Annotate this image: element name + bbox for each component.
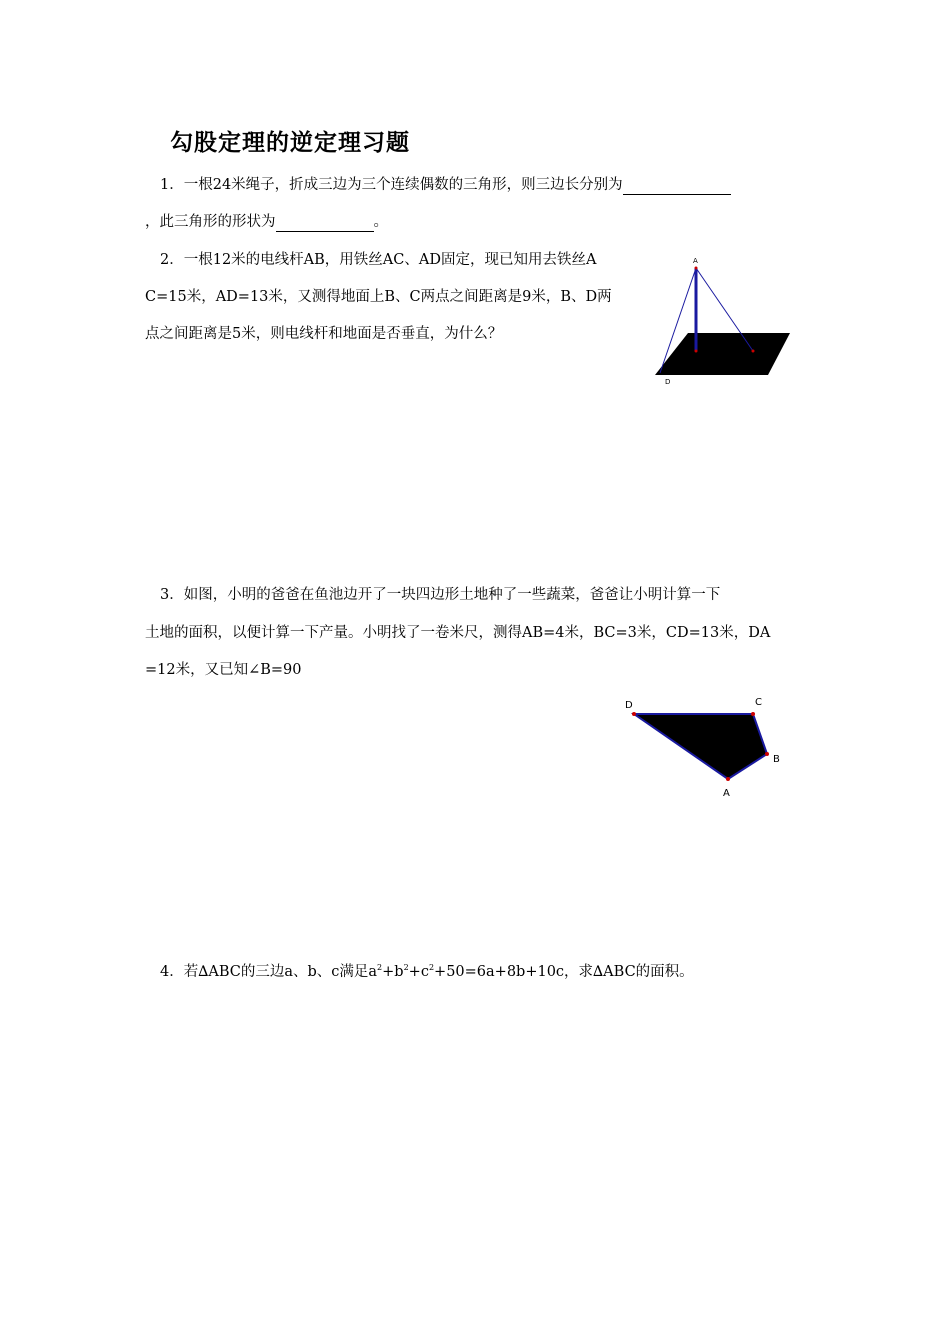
q1-answer-blank-shape[interactable] bbox=[276, 215, 374, 232]
q4-line-1 bbox=[160, 958, 694, 982]
exponent-a: 2 bbox=[377, 963, 383, 972]
q1-answer-blank-sides[interactable] bbox=[623, 178, 731, 195]
point-a bbox=[726, 777, 730, 781]
q1-text-2: ，此三角形的形状为 bbox=[145, 214, 276, 230]
point-d bbox=[632, 712, 636, 716]
label-a: A bbox=[693, 257, 698, 265]
exponent-b: 2 bbox=[403, 963, 409, 972]
point-c bbox=[752, 350, 755, 353]
q1-text-1: 1．一根24米绳子，折成三边为三个连续偶数的三角形，则三边长分别为 bbox=[160, 177, 623, 193]
q3-line-2: 土地的面积，以便计算一下产量。小明找了一卷米尺，测得AB=4米，BC=3米，CD=13米，DA bbox=[145, 625, 771, 641]
q1-line-1 bbox=[160, 175, 731, 195]
point-b bbox=[765, 752, 769, 756]
q2-line-3: 点之间距离是5米，则电线杆和地面是否垂直，为什么？ bbox=[145, 326, 503, 342]
point-b bbox=[695, 350, 698, 353]
q3-figure-quadrilateral bbox=[615, 690, 795, 805]
triangle-symbol-1: ∆ bbox=[198, 964, 209, 980]
q1-text-3: 。 bbox=[373, 214, 388, 230]
ground-plane bbox=[655, 333, 790, 375]
q2-line-2: C=15米，AD=13米，又测得地面上B、C两点之间距离是9米，B、D两 bbox=[145, 289, 612, 305]
point-c bbox=[751, 712, 755, 716]
page-title: 勾股定理的逆定理习题 bbox=[170, 130, 410, 156]
label-d: D bbox=[665, 378, 671, 386]
exponent-c: 2 bbox=[428, 963, 435, 972]
q4-t1: 4．若 bbox=[160, 964, 199, 980]
q2-figure-pole bbox=[650, 250, 800, 390]
label-c: C bbox=[755, 697, 762, 708]
q4-t4: +c bbox=[408, 964, 429, 980]
label-b: B bbox=[773, 754, 780, 765]
q4-t2: ABC的三边a、b、c满足a bbox=[208, 964, 378, 980]
q4-t5: +50=6a+8b+10c，求 bbox=[434, 964, 594, 980]
q3-line-1: 3．如图，小明的爸爸在鱼池边开了一块四边形土地种了一些蔬菜，爸爸让小明计算一下 bbox=[160, 587, 721, 603]
label-d: D bbox=[625, 700, 633, 711]
label-a: A bbox=[723, 788, 730, 799]
q2-line-1: 2．一根12米的电线杆AB，用铁丝AC、AD固定，现已知用去铁丝A bbox=[160, 252, 597, 268]
quadrilateral-abcd bbox=[634, 714, 767, 779]
q4-t3: +b bbox=[382, 964, 404, 980]
triangle-symbol-2: ∆ bbox=[593, 964, 604, 980]
q4-t6: ABC的面积。 bbox=[603, 964, 694, 980]
point-a bbox=[695, 267, 698, 270]
q1-line-2 bbox=[145, 212, 388, 232]
q3-line-3: =12米，又已知∠B=90 bbox=[145, 662, 302, 678]
